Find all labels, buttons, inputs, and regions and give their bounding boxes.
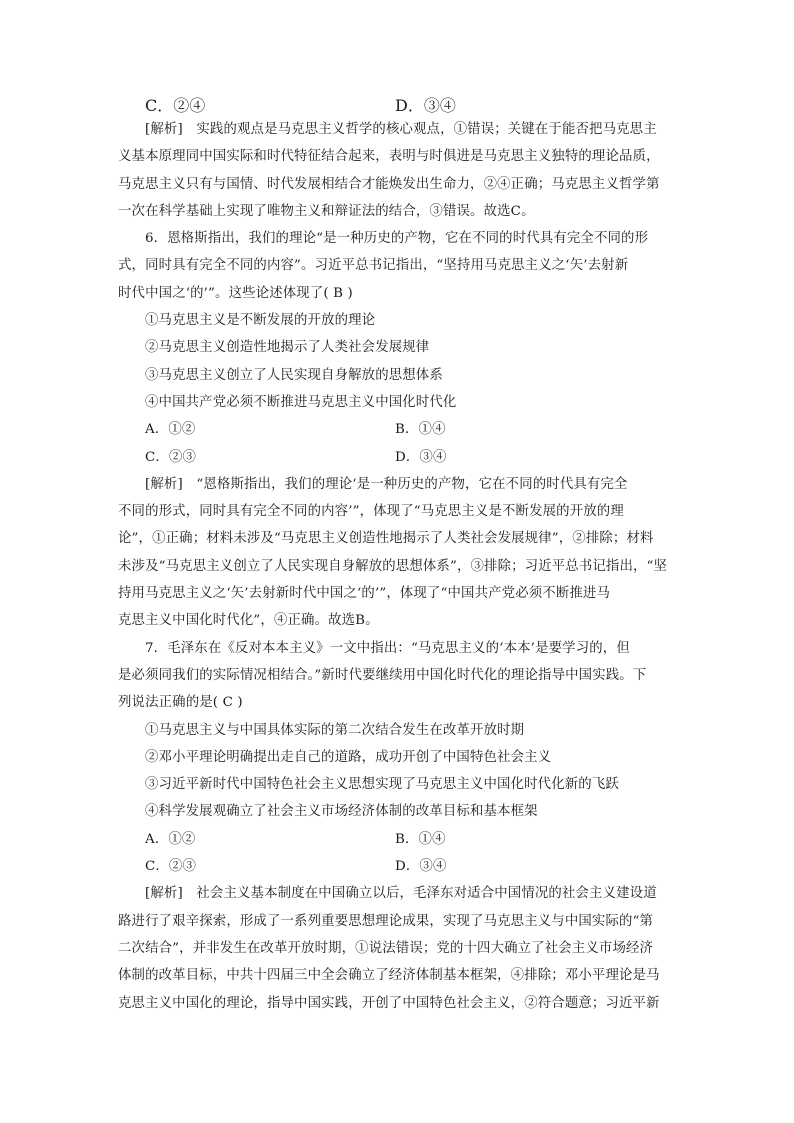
q6-option-d: D．③④ — [395, 449, 447, 465]
q7-options-cd — [118, 853, 684, 880]
q7-item: ③习近平新时代中国特色社会主义思想实现了马克思主义中国化时代化新的飞跃 — [145, 777, 619, 793]
q7-analysis-line: [解析] 社会主义基本制度在中国确立以后，毛泽东对适合中国情况的社会主义建设道 — [145, 886, 657, 902]
q7-item: ②邓小平理论明确提出走自己的道路，成功开创了中国特色社会主义 — [145, 749, 552, 765]
q6-stem-line: 时代中国之‘的’”。这些论述体现了( B ) — [118, 285, 353, 301]
q7-stem-line: 列说法正确的是( C ) — [118, 695, 243, 711]
q7-items — [118, 717, 684, 826]
q7-stem-line: 7．毛泽东在《反对本本主义》一文中指出：“马克思主义的‘本本’是要学习的，但 — [145, 640, 630, 656]
q6-stem — [118, 225, 684, 307]
q6-option-c: C．②③ — [145, 449, 197, 465]
q5-analysis-line: 义基本原理同中国实际和时代特征结合起来，表明与时俱进是马克思主义独特的理论品质， — [118, 149, 660, 165]
q6-item: ①马克思主义是不断发展的开放的理论 — [145, 313, 376, 329]
q5-analysis-line: 一次在科学基础上实现了唯物主义和辩证法的结合，③错误。故选C。 — [118, 203, 535, 219]
q5-option-d: D．③④ — [395, 96, 456, 115]
document-page — [118, 93, 684, 1017]
q6-items — [118, 307, 684, 416]
q5-analysis-line: [解析] 实践的观点是马克思主义哲学的核心观点，①错误；关键在于能否把马克思主 — [145, 122, 657, 137]
q6-analysis-line: 论”，①正确；材料未涉及“马克思主义创造性地揭示了人类社会发展规律”，②排除；材料 — [118, 531, 654, 547]
q6-stem-line: 6．恩格斯指出，我们的理论“是一种历史的产物，它在不同的时代具有完全不同的形 — [145, 231, 649, 247]
q7-analysis-line: 体制的改革目标，中共十四届三中全会确立了经济体制基本框架，④排除；邓小平理论是马 — [118, 968, 660, 984]
q6-options-ab — [118, 416, 684, 443]
q7-option-b: B．①④ — [395, 831, 446, 847]
q6-analysis-line: 克思主义中国化时代化”，④正确。故选B。 — [118, 613, 379, 629]
q6-option-b: B．①④ — [395, 422, 446, 438]
q6-analysis-line: 未涉及“马克思主义创立了人民实现自身解放的思想体系”，③排除；习近平总书记指出，“坚 — [118, 558, 668, 574]
q5-analysis-line: 马克思主义只有与国情、时代发展相结合才能焕发出生命力，②④正确；马克思主义哲学第 — [118, 176, 660, 192]
q6-item: ④中国共产党必须不断推进马克思主义中国化时代化 — [145, 394, 457, 410]
q7-analysis-line: 路进行了艰辛探索，形成了一系列重要思想理论成果，实现了马克思主义与中国实际的“第 — [118, 913, 654, 929]
q5-analysis — [118, 116, 684, 225]
q6-item: ③马克思主义创立了人民实现自身解放的思想体系 — [145, 367, 443, 383]
q7-option-a: A．①② — [145, 831, 196, 847]
q7-item: ④科学发展观确立了社会主义市场经济体制的改革目标和基本框架 — [145, 804, 538, 820]
q7-option-d: D．③④ — [395, 859, 447, 875]
q6-analysis — [118, 471, 684, 635]
q7-option-c: C．②③ — [145, 859, 197, 875]
q6-stem-line: 式，同时具有完全不同的内容”。习近平总书记指出，“坚持用马克思主义之‘矢’去射新 — [118, 258, 629, 274]
q7-options-ab — [118, 826, 684, 853]
q7-item: ①马克思主义与中国具体实际的第二次结合发生在改革开放时期 — [145, 722, 525, 738]
q6-option-a: A．①② — [145, 422, 196, 438]
q7-analysis — [118, 880, 684, 1016]
q6-analysis-line: 不同的形式，同时具有完全不同的内容’”，体现了“马克思主义是不断发展的开放的理 — [118, 504, 624, 520]
q6-options-cd — [118, 444, 684, 471]
q6-item: ②马克思主义创造性地揭示了人类社会发展规律 — [145, 340, 430, 356]
q7-stem-line: 是必须同我们的实际情况相结合。”新时代要继续用中国化时代化的理论指导中国实践。下 — [118, 667, 647, 683]
q6-analysis-line: [解析] “恩格斯指出，我们的理论‘是一种历史的产物，它在不同的时代具有完全 — [145, 476, 628, 492]
q5-option-c: C．②④ — [145, 96, 206, 115]
q7-stem — [118, 635, 684, 717]
q7-analysis-line: 二次结合”，并非发生在改革开放时期，①说法错误；党的十四大确立了社会主义市场经济 — [118, 940, 654, 956]
q7-analysis-line: 克思主义中国化的理论，指导中国实践，开创了中国特色社会主义，②符合题意；习近平新 — [118, 995, 660, 1011]
q6-analysis-line: 持用马克思主义之‘矢’去射新时代中国之‘的’”，体现了“中国共产党必须不断推进马 — [118, 586, 610, 602]
q5-options-cd — [118, 93, 684, 116]
